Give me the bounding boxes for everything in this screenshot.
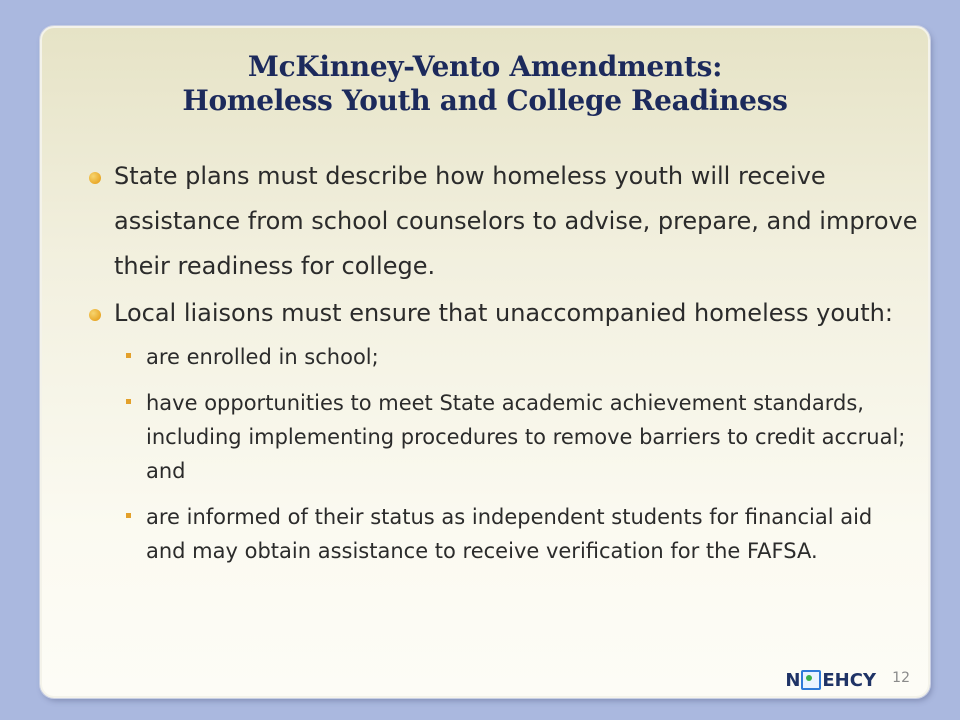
subbullet-item	[114, 500, 918, 568]
title-line-2: Homeless Youth and College Readiness	[182, 84, 788, 117]
page-number: 12	[892, 670, 910, 686]
bullet-item	[88, 291, 918, 568]
title-line-1: McKinney-Vento Amendments:	[247, 50, 723, 83]
square-bullet-icon	[126, 513, 131, 518]
subbullet-list	[114, 340, 918, 568]
bullet-dot-icon	[89, 172, 101, 184]
nchecy-logo	[785, 668, 876, 692]
bullet-dot-icon	[89, 309, 101, 321]
square-bullet-icon	[126, 399, 131, 404]
slide-title	[42, 50, 928, 118]
subbullet-text: are informed of their status as independent students for financial aid and may obtain assistance to receive verification for the FAFSA.	[146, 505, 873, 563]
subbullet-item	[114, 386, 918, 488]
logo-right-text: EHCY	[822, 669, 876, 691]
bullet-text: State plans must describe how homeless youth will receive assistance from school counselors to advise, prepare, and improve their readiness for college.	[114, 162, 918, 280]
nchecy-logo-icon	[801, 670, 821, 690]
square-bullet-icon	[126, 353, 131, 358]
bullet-text: Local liaisons must ensure that unaccompanied homeless youth:	[114, 299, 893, 327]
subbullet-text: are enrolled in school;	[146, 345, 379, 369]
slide-panel	[40, 26, 930, 698]
bullet-list	[88, 154, 918, 580]
subbullet-item	[114, 340, 918, 374]
subbullet-text: have opportunities to meet State academic achievement standards, including implementing procedures to remove barriers to credit accrual; and	[146, 391, 906, 483]
logo-left-text: N	[785, 669, 801, 691]
bullet-item	[88, 154, 918, 289]
